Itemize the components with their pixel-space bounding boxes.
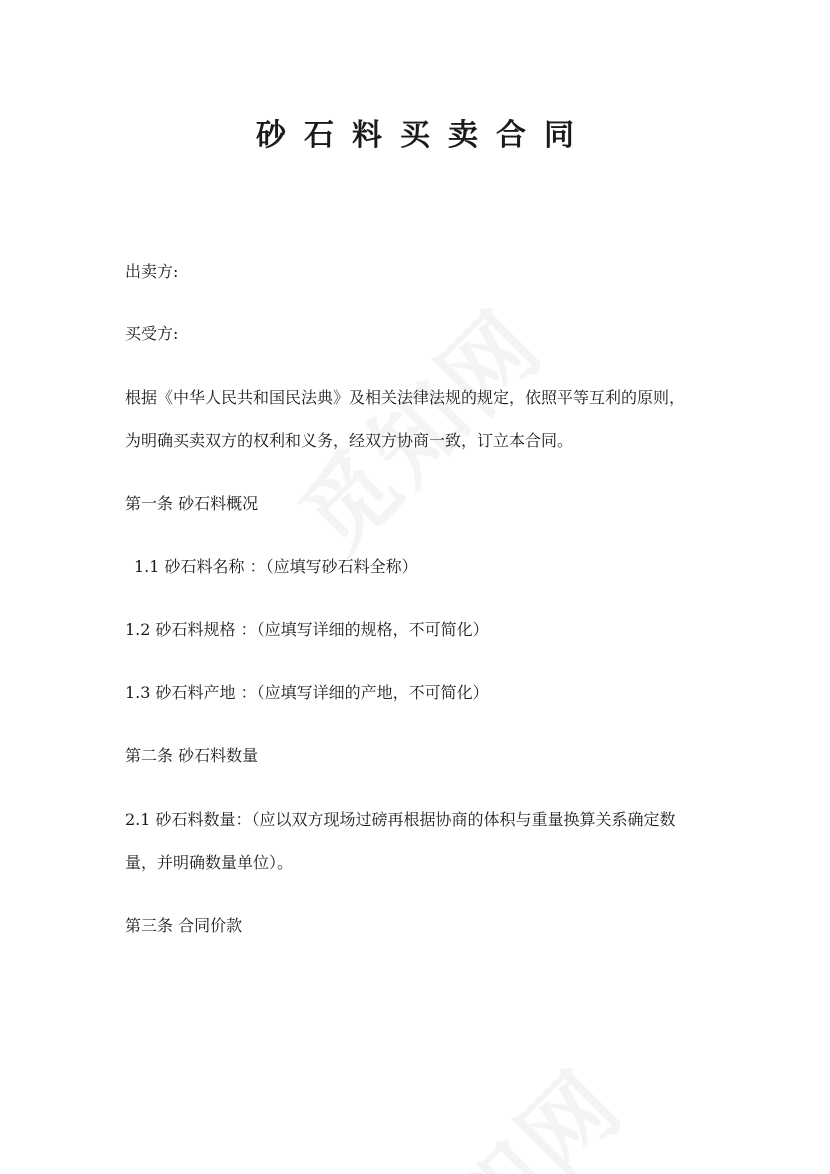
article-1-heading: 第一条 砂石料概况 bbox=[125, 494, 259, 513]
item-2-1-line-1: 2.1 砂石料数量：（应以双方现场过磅再根据协商的体积与重量换算关系确定数 bbox=[125, 810, 676, 829]
buyer-label: 买受方: bbox=[125, 324, 179, 343]
preamble-line-2: 为明确买卖双方的权利和义务，经双方协商一致，订立本合同。 bbox=[125, 431, 574, 450]
item-1-3: 1.3 砂石料产地 ：（应填写详细的产地，不可简化） bbox=[125, 683, 489, 702]
watermark bbox=[346, 1035, 647, 1174]
item-1-2: 1.2 砂石料规格 ：（应填写详细的规格，不可简化） bbox=[125, 620, 489, 639]
item-1-1: 1.1 砂石料名称 ：（应填写砂石料全称） bbox=[134, 557, 418, 576]
article-3-heading: 第三条 合同价款 bbox=[125, 916, 243, 935]
preamble-line-1: 根据《中华人民共和国民法典》及相关法律法规的规定，依照平等互利的原则， bbox=[125, 388, 686, 407]
watermark bbox=[266, 275, 567, 576]
article-2-heading: 第二条 砂石料数量 bbox=[125, 746, 259, 765]
seller-label: 出卖方: bbox=[125, 262, 179, 281]
document-title: 砂石料买卖合同 bbox=[256, 118, 592, 153]
item-2-1-line-2: 量，并明确数量单位）。 bbox=[125, 853, 294, 872]
